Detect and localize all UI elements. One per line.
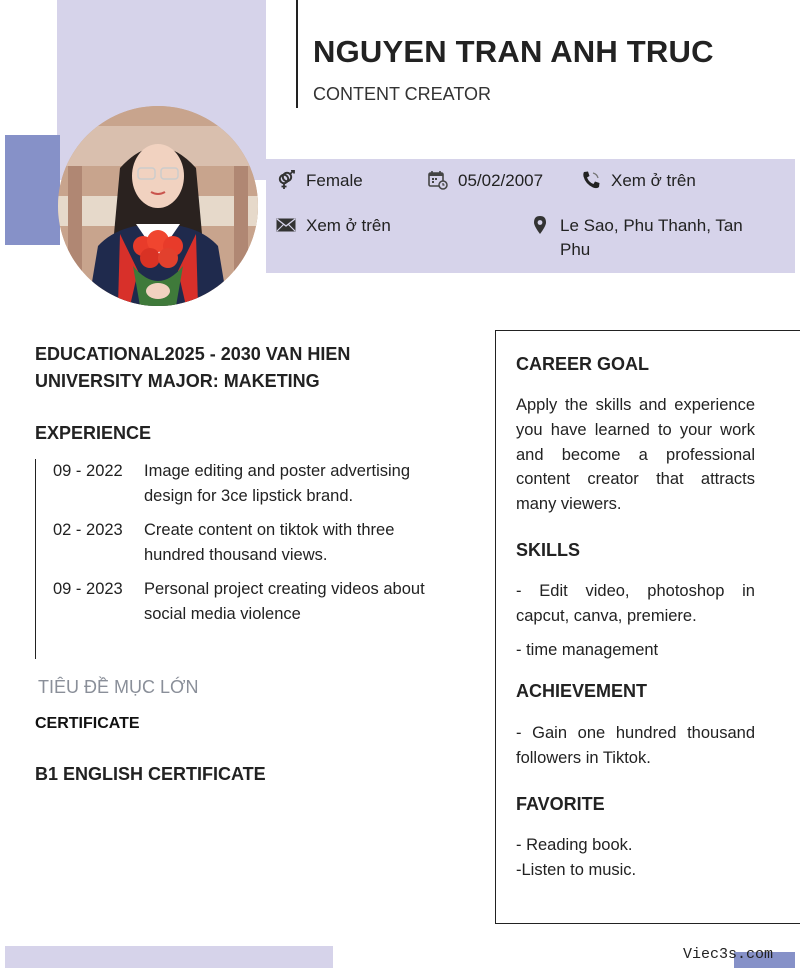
info-email [276,214,391,238]
gender-icon [276,170,296,190]
candidate-name: NGUYEN TRAN ANH TRUC [313,34,714,69]
experience-item [36,459,425,508]
address-value: Le Sao, Phu Thanh, Tan Phu [560,216,743,259]
achievement-text: - Gain one hundred thousand followers in Tiktok. [516,724,755,767]
avatar [58,106,258,306]
watermark: Viec3s.com [683,946,774,963]
experience-item [36,518,425,567]
email-value: Xem ở trên [306,216,391,235]
certificate-label: CERTIFICATE [35,715,140,732]
info-birthday [428,169,543,193]
experience-list [35,459,425,659]
achievement-heading: ACHIEVEMENT [516,681,648,701]
phone-icon [581,170,601,190]
info-address [530,214,770,262]
career-goal-heading: CAREER GOAL [516,354,650,374]
header-accent-bar [296,0,298,108]
job-title: CONTENT CREATOR [313,84,492,104]
favorite-heading: FAVORITE [516,794,605,814]
experience-description: Image editing and poster advertising design for 3ce lipstick brand. [144,462,410,505]
experience-description: Personal project creating videos about social media violence [144,580,425,623]
certificate-item: B1 ENGLISH CERTIFICATE [35,764,266,784]
experience-date: 02 - 2023 [53,521,123,539]
calendar-icon [428,170,448,190]
experience-description: Create content on tiktok with three hundred thousand views. [144,521,395,564]
skills-heading: SKILLS [516,540,581,560]
decor-block-left [5,135,60,245]
info-phone [581,169,696,193]
personal-info-panel [266,159,795,273]
skill-item: - Edit video, photoshop in capcut, canva, premiere. [516,582,755,625]
email-icon [276,215,296,235]
right-sidebar-box [495,330,800,924]
decor-block-bottom-left [5,946,333,968]
info-gender [276,169,363,193]
experience-date: 09 - 2023 [53,580,123,598]
career-goal-text: Apply the skills and experience you have learned to your work and become a professional content creator that attracts many viewers. [516,396,755,514]
phone-value: Xem ở trên [611,171,696,190]
skill-item: - time management [516,641,659,659]
profile-photo [58,106,258,306]
experience-heading: EXPERIENCE [35,423,152,443]
placeholder-section-heading: TIÊU ĐỀ MỤC LỚN [38,677,199,697]
favorite-item: - Reading book. [516,836,633,854]
experience-date: 09 - 2022 [53,462,123,480]
experience-item [36,577,425,626]
birthday-value: 05/02/2007 [458,171,544,190]
location-pin-icon [530,215,550,235]
favorite-item: -Listen to music. [516,861,637,879]
gender-value: Female [306,171,363,190]
education-summary: EDUCATIONAL2025 - 2030 VAN HIEN UNIVERSITY MAJOR: MAKETING [35,344,351,391]
